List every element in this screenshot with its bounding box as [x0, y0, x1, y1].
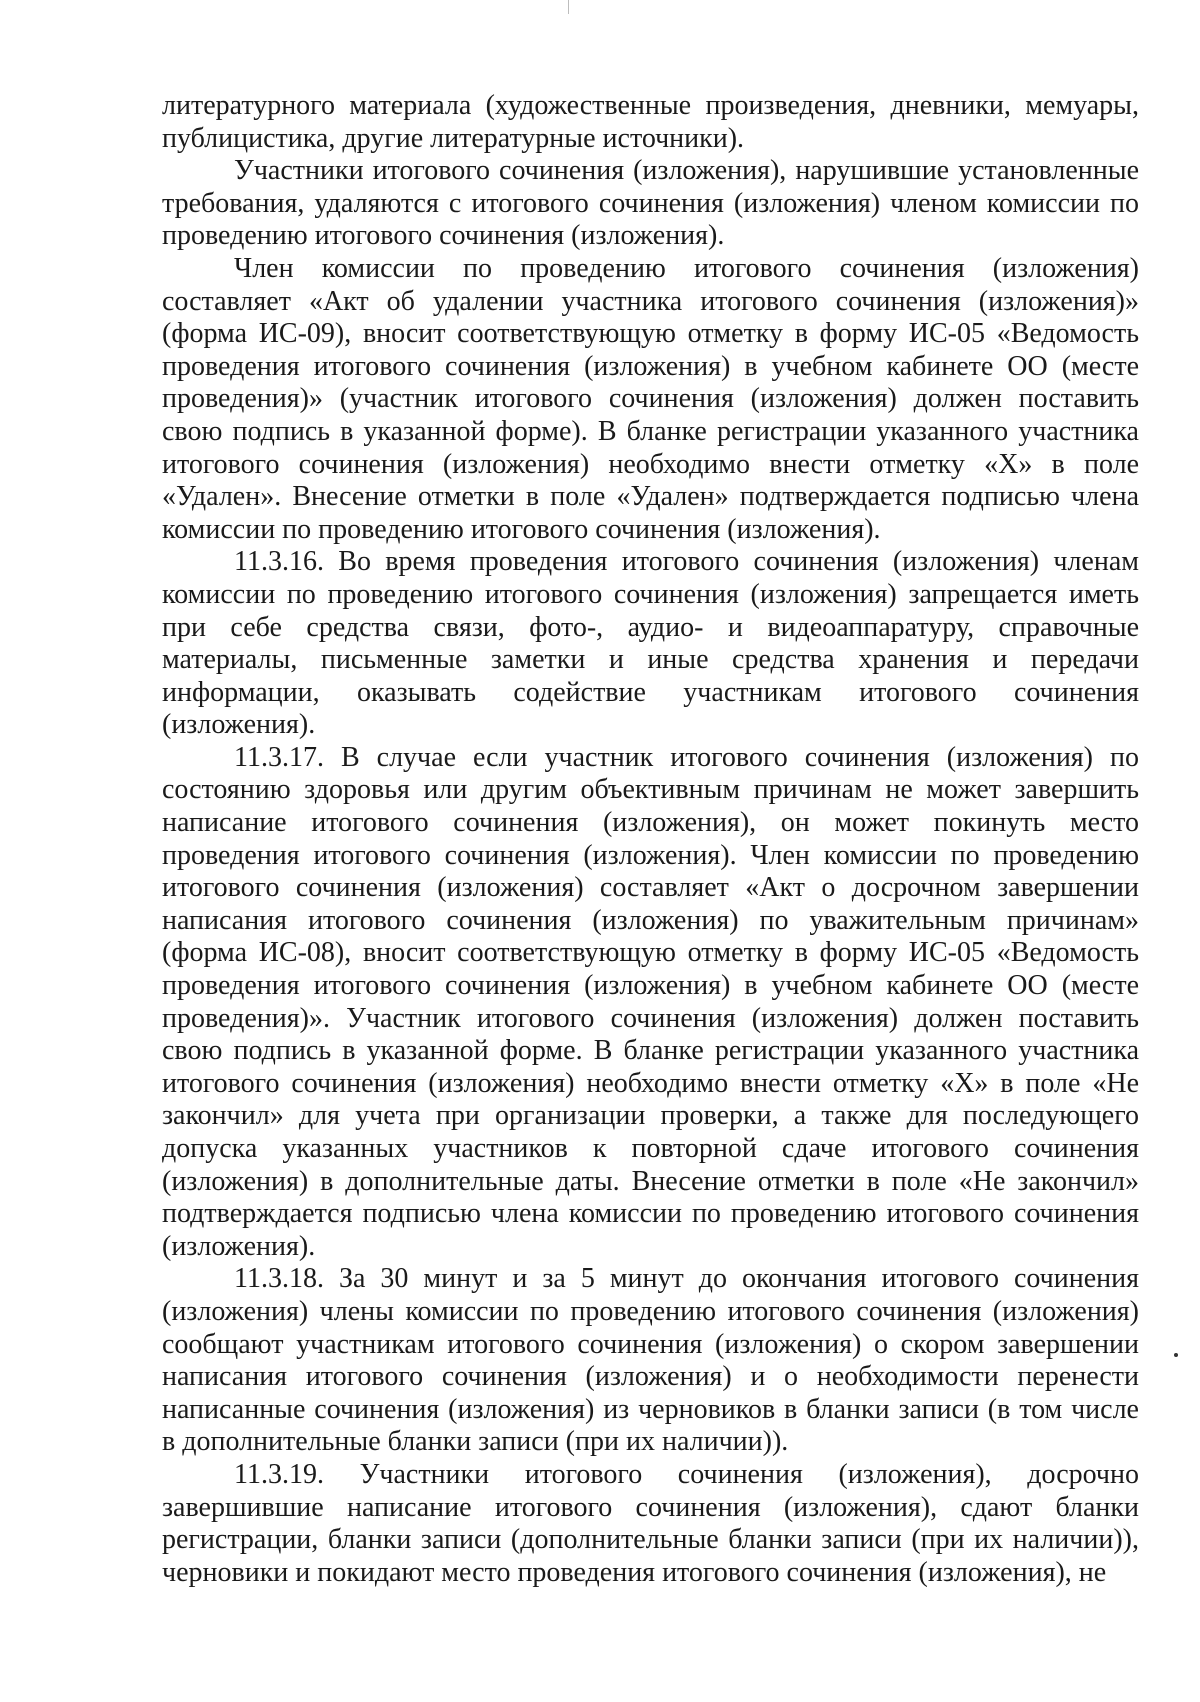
- paragraph-11-3-16: 11.3.16. Во время проведения итогового сочинения (изложения) членам комиссии по проведению итогового сочинения (изложения) запрещается иметь при себе средства связи, фото-, аудио- и видеоаппаратуру, справочные материалы, письменные заметки и иные средства хранения и передачи информации, оказывать содействие участникам итогового сочинения (изложения).: [162, 546, 1139, 741]
- paragraph-11-3-19: 11.3.19. Участники итогового сочинения (изложения), досрочно завершившие написание итогового сочинения (изложения), сдают бланки регистрации, бланки записи (дополнительные бланки записи (при их наличии)), черновики и покидают место проведения итогового сочинения (изложения), не: [162, 1458, 1139, 1588]
- document-page: [162, 90, 1139, 1589]
- paragraph-11-3-18: 11.3.18. За 30 минут и за 5 минут до окончания итогового сочинения (изложения) члены комиссии по проведению итогового сочинения (изложения) сообщают участникам итогового сочинения (изложения) о скором завершении написания итогового сочинения (изложения) и о необходимости перенести написанные сочинения (изложения) из черновиков в бланки записи (в том числе в дополнительные бланки записи (при их наличии)).: [162, 1263, 1139, 1458]
- paragraph-literary-material: литературного материала (художественные произведения, дневники, мемуары, публицистика, другие литературные источники).: [162, 90, 1139, 154]
- paragraph-removal-act: Член комиссии по проведению итогового сочинения (изложения) составляет «Акт об удалении участника итогового сочинения (изложения)» (форма ИС-09), вносит соответствующую отметку в форму ИС-05 «Ведомость проведения итогового сочинения (изложения) в учебном кабинете ОО (месте проведения)» (участник итогового сочинения (изложения) должен поставить свою подпись в указанной форме). В бланке регистрации указанного участника итогового сочинения (изложения) необходимо внести отметку «X» в поле «Удален». Внесение отметки в поле «Удален» подтверждается подписью члена комиссии по проведению итогового сочинения (изложения).: [162, 252, 1139, 545]
- scan-edge-mark: [568, 0, 569, 14]
- scan-speck: [1174, 1353, 1178, 1357]
- paragraph-11-3-17: 11.3.17. В случае если участник итогового сочинения (изложения) по состоянию здоровья или другим объективным причинам не может завершить написание итогового сочинения (изложения), он может покинуть место проведения итогового сочинения (изложения). Член комиссии по проведению итогового сочинения (изложения) составляет «Акт о досрочном завершении написания итогового сочинения (изложения) по уважительным причинам» (форма ИС-08), вносит соответствующую отметку в форму ИС-05 «Ведомость проведения итогового сочинения (изложения) в учебном кабинете ОО (месте проведения)». Участник итогового сочинения (изложения) должен поставить свою подпись в указанной форме. В бланке регистрации указанного участника итогового сочинения (изложения) необходимо внести отметку «X» в поле «Не закончил» для учета при организации проверки, а также для последующего допуска указанных участников к повторной сдаче итогового сочинения (изложения) в дополнительные даты. Внесение отметки в поле «Не закончил» подтверждается подписью члена комиссии по проведению итогового сочинения (изложения).: [162, 741, 1139, 1262]
- paragraph-participants-removed: Участники итогового сочинения (изложения), нарушившие установленные требования, удаляются с итогового сочинения (изложения) членом комиссии по проведению итогового сочинения (изложения).: [162, 155, 1139, 252]
